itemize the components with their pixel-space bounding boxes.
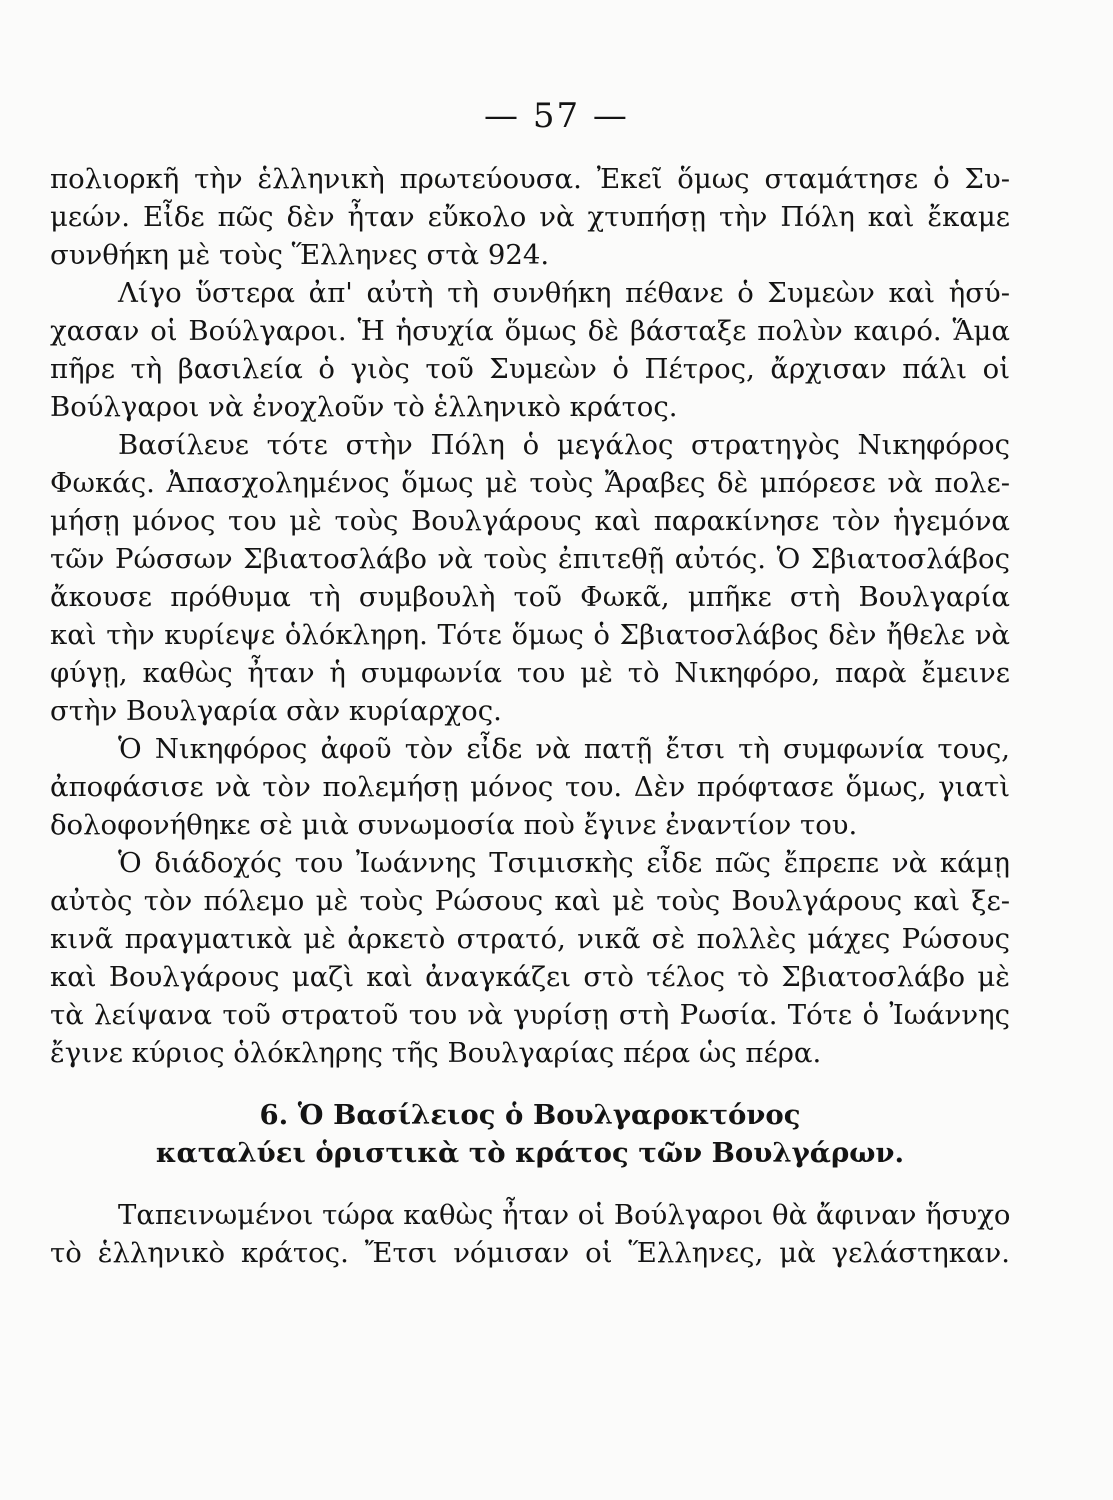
- text-line: Ὁ Νικηφόρος ἀφοῦ τὸν εἶδε νὰ πατῇ ἔτσι τὴ συμφωνία τους,: [118, 733, 1010, 765]
- section-gap: [50, 1072, 1010, 1096]
- text-line: χασαν οἱ Βούλγαροι. Ἡ ἡσυχία ὅμως δὲ βάσταξε πολὺν καιρό. Ἅμα: [50, 315, 1010, 347]
- text-line: δολοφονήθηκε σὲ μιὰ συνωμοσία ποὺ ἔγινε ἐναντίον του.: [50, 809, 858, 841]
- text-line: Ὁ διάδοχός του Ἰωάννης Τσιμισκὴς εἶδε πῶς ἔπρεπε νὰ κάμῃ: [118, 847, 1010, 879]
- text-line: Βούλγαροι νὰ ἐνοχλοῦν τὸ ἑλληνικὸ κράτος.: [50, 391, 678, 423]
- text-line: τὸ ἑλληνικὸ κράτος. Ἔτσι νόμισαν οἱ Ἕλληνες, μὰ γελάστηκαν.: [50, 1237, 1010, 1269]
- text-line: ἄκουσε πρόθυμα τὴ συμβουλὴ τοῦ Φωκᾶ, μπῆκε στὴ Βουλγαρία: [50, 581, 1010, 613]
- text-line: αὐτὸς τὸν πόλεμο μὲ τοὺς Ρώσους καὶ μὲ τοὺς Βουλγάρους καὶ ξε-: [50, 885, 1010, 917]
- text-line: τῶν Ρώσσων Σβιατοσλάβο νὰ τοὺς ἐπιτεθῇ αὐτός. Ὁ Σβιατοσλάβος: [50, 543, 1010, 575]
- text-line: καὶ τὴν κυρίεψε ὁλόκληρη. Τότε ὅμως ὁ Σβιατοσλάβος δὲν ἤθελε νὰ: [50, 619, 1010, 651]
- text-line: Λίγο ὕστερα ἀπ' αὐτὴ τὴ συνθήκη πέθανε ὁ Συμεὼν καὶ ἡσύ-: [118, 277, 1010, 309]
- text-line: Ταπεινωμένοι τώρα καθὼς ἦταν οἱ Βούλγαροι θὰ ἄφιναν ἥσυχο: [118, 1199, 1010, 1231]
- text-line: συνθήκη μὲ τοὺς Ἕλληνες στὰ 924.: [50, 239, 550, 271]
- text-line: ἀποφάσισε νὰ τὸν πολεμήσῃ μόνος του. Δὲν πρόφτασε ὅμως, γιατὶ: [50, 771, 1010, 803]
- section-heading: 6. Ὁ Βασίλειος ὁ Βουλγαροκτόνος: [259, 1099, 801, 1131]
- section-heading: καταλύει ὁριστικὰ τὸ κράτος τῶν Βουλγάρων.: [155, 1137, 905, 1169]
- text-line: Βασίλευε τότε στὴν Πόλη ὁ μεγάλος στρατηγὸς Νικηφόρος: [118, 429, 1010, 461]
- page-number: — 57 —: [484, 96, 629, 136]
- text-line: κινᾶ πραγματικὰ μὲ ἀρκετὸ στρατό, νικᾶ σὲ πολλὲς μάχες Ρώσους: [50, 923, 1010, 955]
- text-line: στὴν Βουλγαρία σὰν κυρίαρχος.: [50, 695, 502, 727]
- text-line: ἔγινε κύριος ὁλόκληρης τῆς Βουλγαρίας πέρα ὡς πέρα.: [50, 1037, 822, 1069]
- text-line: μήσῃ μόνος του μὲ τοὺς Βουλγάρους καὶ παρακίνησε τὸν ἡγεμόνα: [50, 505, 1010, 537]
- text-line: πῆρε τὴ βασιλεία ὁ γιὸς τοῦ Συμεὼν ὁ Πέτρος, ἄρχισαν πάλι οἱ: [50, 353, 1010, 385]
- text-line: φύγῃ, καθὼς ἦταν ἡ συμφωνία του μὲ τὸ Νικηφόρο, παρὰ ἔμεινε: [50, 657, 1010, 689]
- text-line: καὶ Βουλγάρους μαζὶ καὶ ἀναγκάζει στὸ τέλος τὸ Σβιατοσλάβο μὲ: [50, 961, 1010, 993]
- text-line: πολιορκῆ τὴν ἑλληνικὴ πρωτεύουσα. Ἐκεῖ ὅμως σταμάτησε ὁ Συ-: [50, 163, 1010, 195]
- section-gap: [50, 1172, 1010, 1196]
- text-line: Φωκάς. Ἀπασχολημένος ὅμως μὲ τοὺς Ἄραβες δὲ μπόρεσε νὰ πολε-: [50, 467, 1010, 499]
- text-line: μεών. Εἶδε πῶς δὲν ἦταν εὔκολο νὰ χτυπήσῃ τὴν Πόλη καὶ ἔκαμε: [50, 201, 1010, 233]
- body-text: [50, 160, 1010, 1272]
- text-line: τὰ λείψανα τοῦ στρατοῦ του νὰ γυρίσῃ στὴ Ρωσία. Τότε ὁ Ἰωάννης: [50, 999, 1010, 1031]
